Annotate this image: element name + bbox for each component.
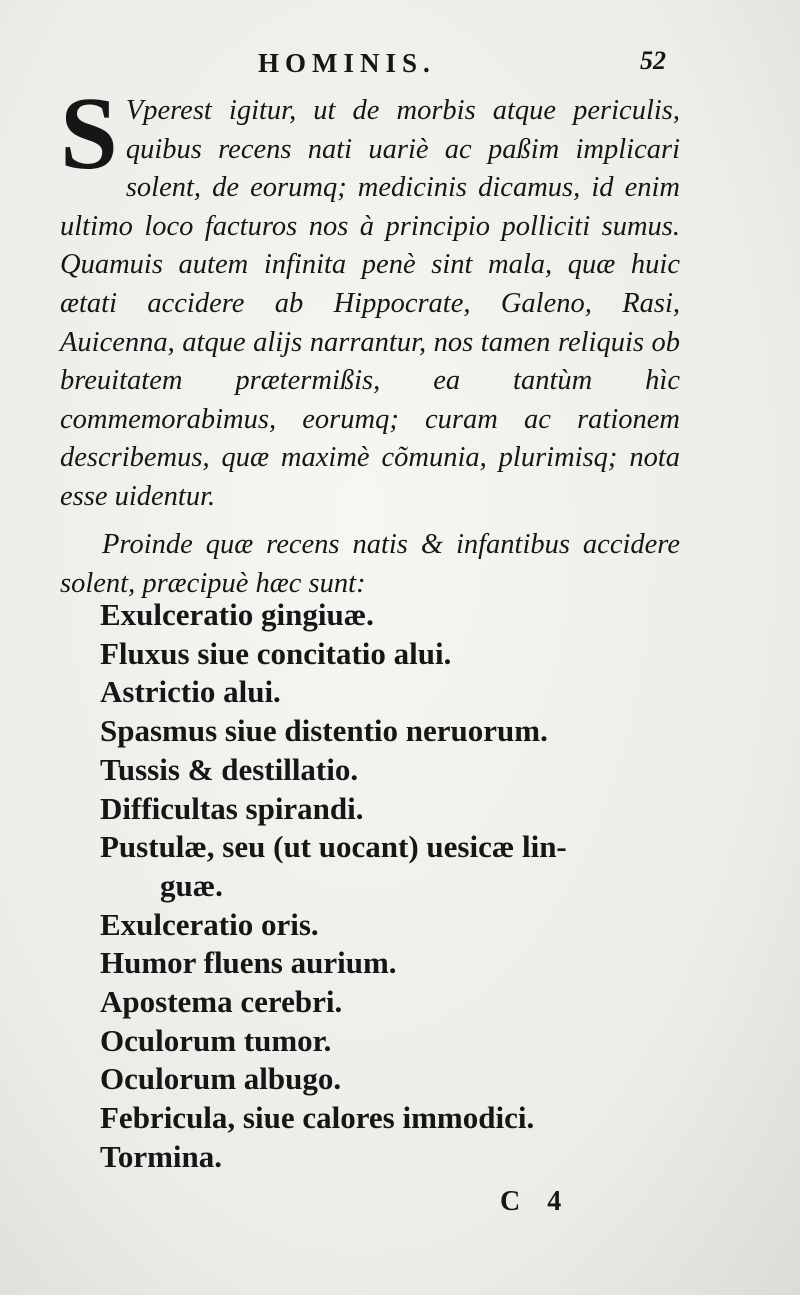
list-item: Oculorum tumor.: [100, 1022, 332, 1058]
list-item: Oculorum albugo.: [100, 1061, 342, 1097]
drop-capital: S: [60, 76, 118, 191]
list-item: Fluxus siue concitatio alui.: [100, 635, 452, 671]
page-header: [0, 40, 800, 90]
list-item: Tormina.: [100, 1138, 223, 1174]
list-item: Febricula, siue calores immodici.: [100, 1100, 535, 1136]
list-item: Apostema cerebri.: [100, 984, 343, 1020]
list-item: Exulceratio oris.: [100, 906, 319, 942]
paragraph-text: Proinde quæ recens natis & infantibus accidere solent, præcipuè hæc sunt:: [60, 529, 680, 599]
list-item: Difficultas spirandi.: [100, 790, 364, 826]
signature-mark: C 4: [500, 1186, 572, 1217]
opening-paragraph: [60, 76, 680, 517]
list-introduction: [60, 526, 680, 603]
page-number: 52: [640, 46, 666, 75]
running-head: HOMINIS.: [258, 48, 436, 78]
list-item-continuation: guæ.: [160, 867, 223, 903]
list-item: Pustulæ, seu (ut uocant) uesicæ lin-: [100, 829, 567, 865]
list-item: Astrictio alui.: [100, 674, 281, 710]
list-item: Spasmus siue distentio neruorum.: [100, 713, 548, 749]
list-item: Tussis & destillatio.: [100, 751, 359, 787]
ailment-list: [100, 596, 680, 1177]
list-item: Humor fluens aurium.: [100, 945, 397, 981]
paragraph-text: Vperest igitur, ut de morbis atque periculis, quibus recens nati uariè ac paßim implicari solent, de eorumq; medicinis dicamus, id enim ultimo loco facturos nos à principio polliciti sumus. Quamuis autem infinita penè sint mala, quæ huic ætati accidere ab Hippocrate, Galeno, Rasi, Auicenna, atque alijs narrantur, nos tamen reliquis ob breuitatem prætermißis, ea tantùm hìc commemorabimus, eorumq; curam ac rationem describemus, quæ maximè cõmunia, plurimisq; nota esse uidentur.: [60, 95, 680, 512]
list-item: Exulceratio gingiuæ.: [100, 597, 374, 632]
